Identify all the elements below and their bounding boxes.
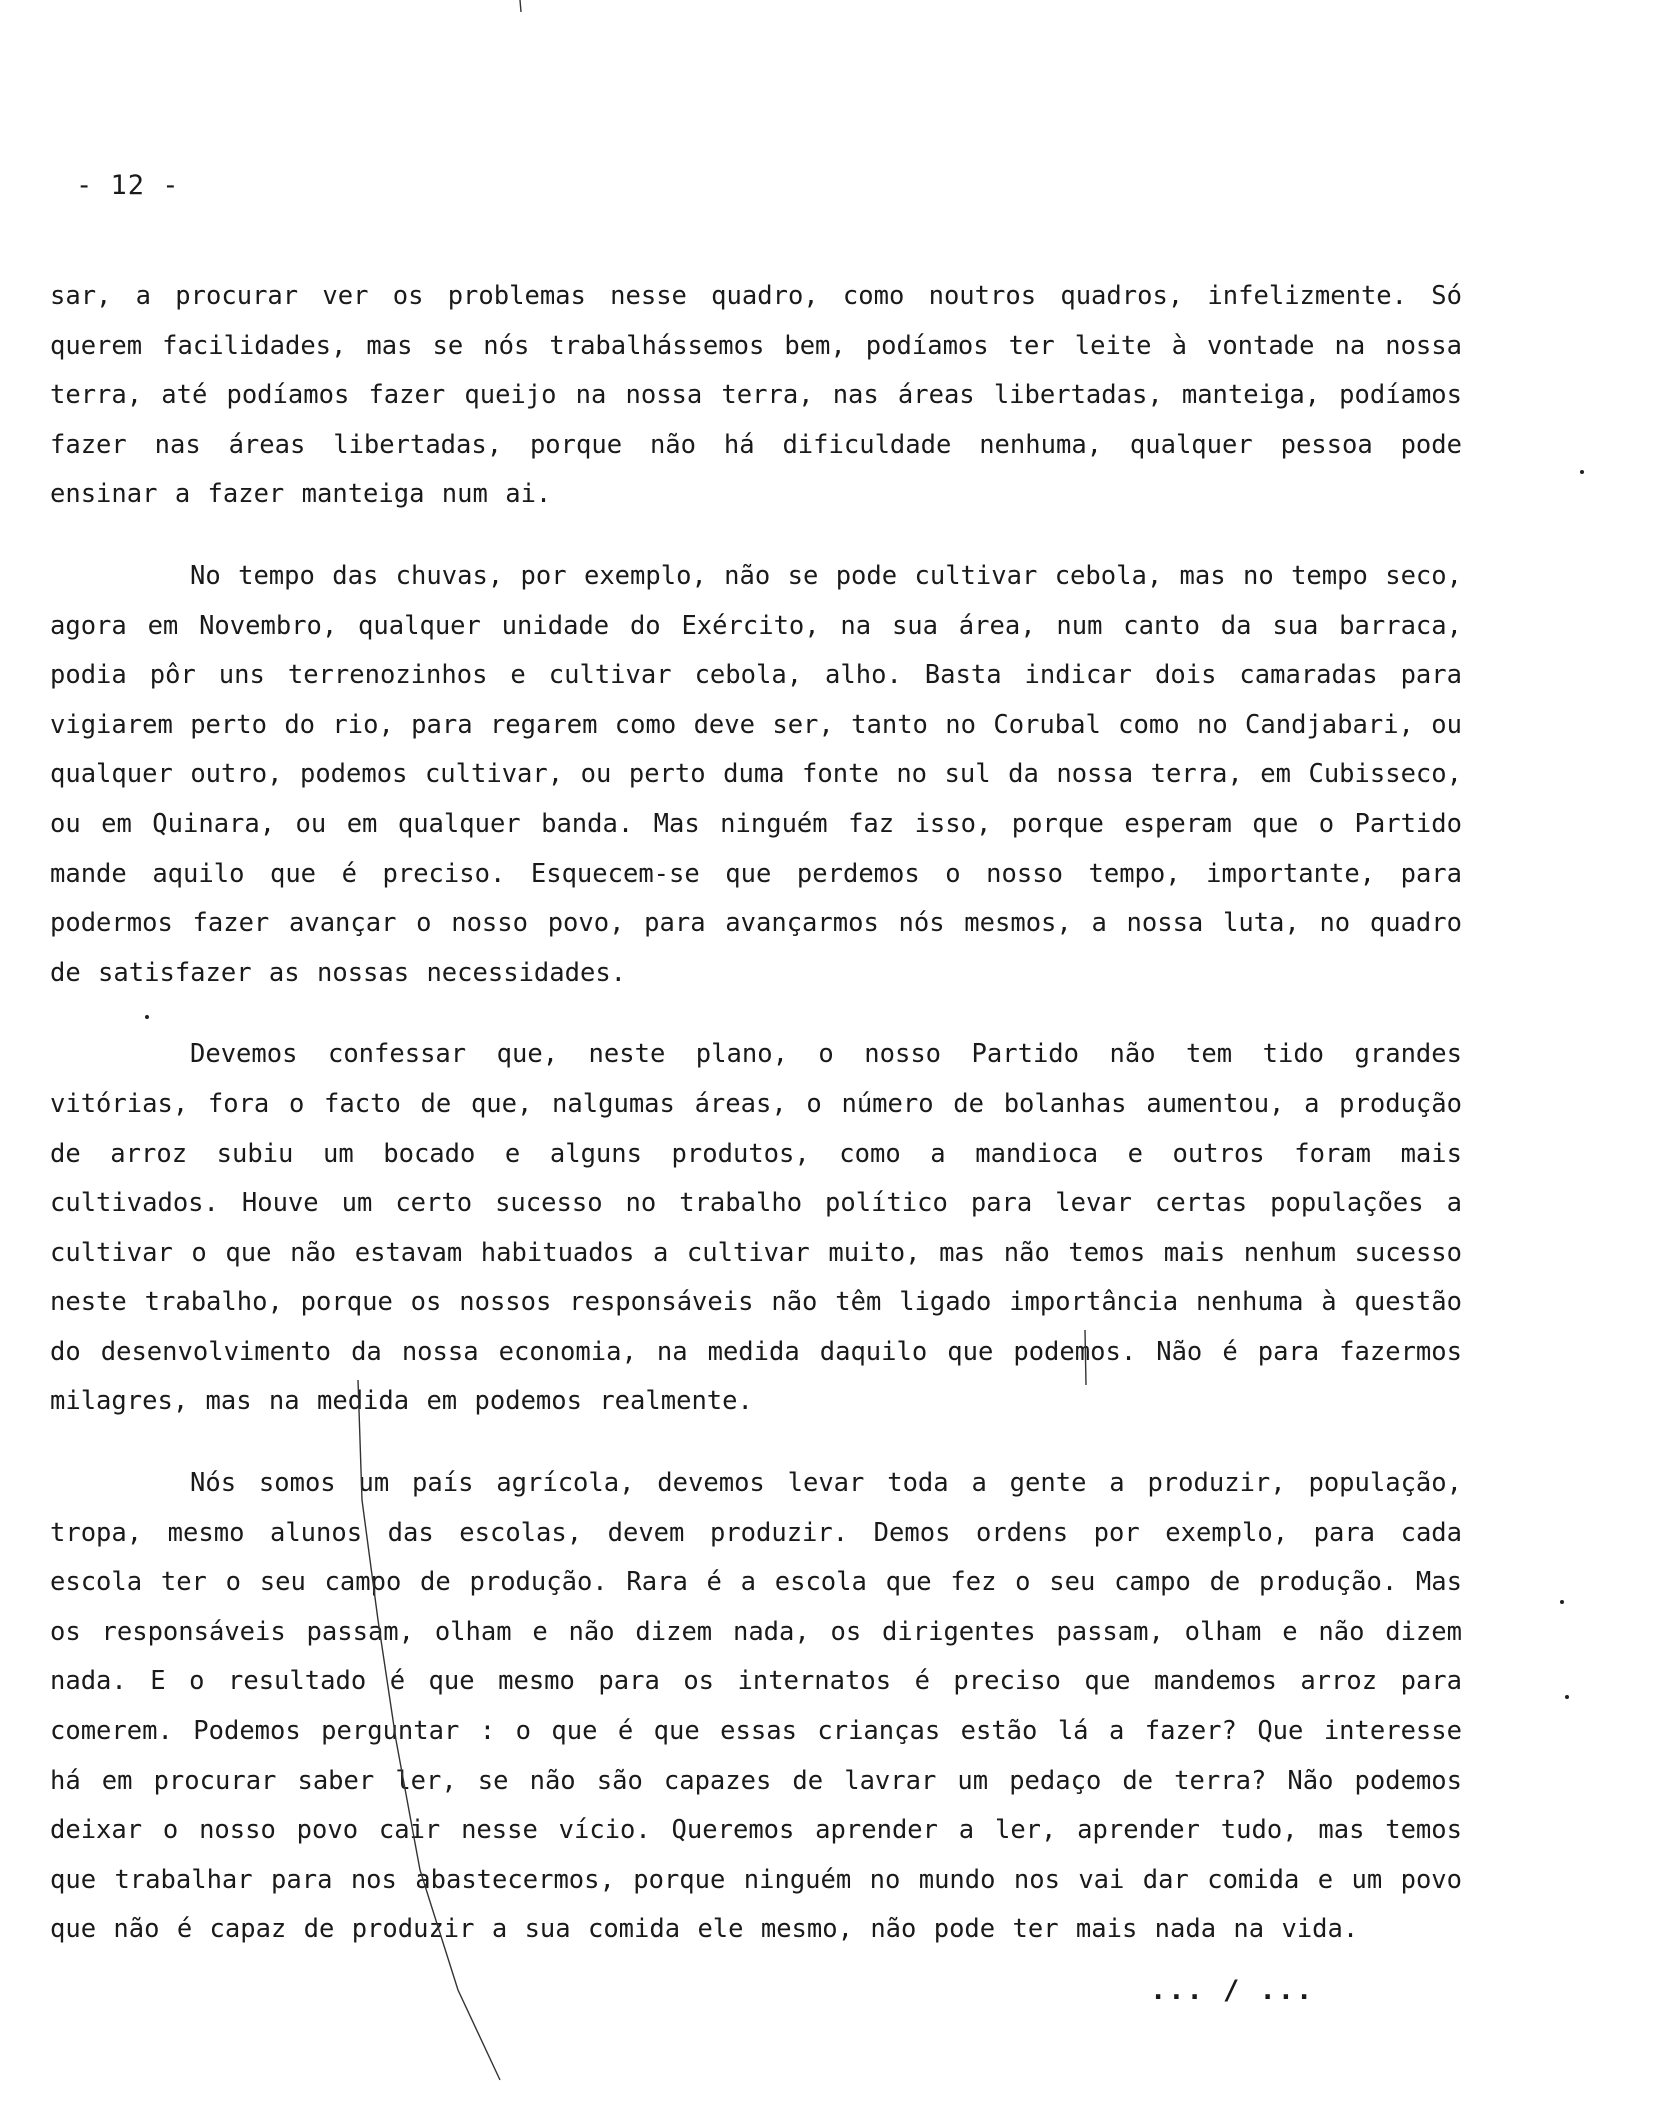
paragraph-4: Nós somos um país agrícola, devemos levar toda a gente a produzir, população, tropa, mesmo alunos das escolas, devem produzir. Demos ordens por exemplo, para cada escola ter o seu campo de produção. Rara é a escola que fez o seu campo de produção. Mas os responsáveis passam, olham e não dizem nada, os dirigentes passam, olham e não dizem nada. E o resultado é que mesmo para os internatos é preciso que mandemos arroz para comerem. Podemos perguntar : o que é que essas crianças estão lá a fazer? Que interesse há em procurar saber ler, se não são capazes de lavrar um pedaço de terra? Não podemos deixar o nosso povo cair nesse vício. Queremos aprender a ler, aprender tudo, mas temos que trabalhar para nos abastecermos, porque ninguém no mundo nos vai dar comida e um povo que não é capaz de produzir a sua comida ele mesmo, não pode ter mais nada na vida. [50, 1468, 1462, 1945]
paragraph-1: sar, a procurar ver os problemas nesse quadro, como noutros quadros, infelizmente. Só querem facilidades, mas se nós trabalhássemos bem, podíamos ter leite à vontade na nossa terra, até podíamos fazer queijo na nossa terra, nas áreas libertadas, manteiga, podíamos fazer nas áreas libertadas, porque não há dificuldade nenhuma, qualquer pessoa pode ensinar a fazer manteiga num ai. [50, 281, 1462, 510]
page-number: - 12 - [76, 170, 180, 201]
continuation-marker: ... / ... [1150, 1975, 1315, 2006]
paper-speck [1565, 1695, 1569, 1699]
body-text [50, 272, 1462, 1955]
paper-speck [1560, 1600, 1564, 1604]
paper-speck [145, 1015, 149, 1019]
paper-speck [1580, 470, 1584, 474]
paragraph-3: Devemos confessar que, neste plano, o nosso Partido não tem tido grandes vitórias, fora o facto de que, nalgumas áreas, o número de bolanhas aumentou, a produção de arroz subiu um bocado e alguns produtos, como a mandioca e outros foram mais cultivados. Houve um certo sucesso no trabalho político para levar certas populações a cultivar o que não estavam habituados a cultivar muito, mas não temos mais nenhum sucesso neste trabalho, porque os nossos responsáveis não têm ligado importância nenhuma à questão do desenvolvimento da nossa economia, na medida daquilo que podemos. Não é para fazermos milagres, mas na medida em podemos realmente. [50, 1039, 1462, 1417]
paragraph-2: No tempo das chuvas, por exemplo, não se pode cultivar cebola, mas no tempo seco, agora em Novembro, qualquer unidade do Exército, na sua área, num canto da sua barraca, podia pôr uns terrenozinhos e cultivar cebola, alho. Basta indicar dois camaradas para vigiarem perto do rio, para regarem como deve ser, tanto no Corubal como no Candjabari, ou qualquer outro, podemos cultivar, ou perto duma fonte no sul da nossa terra, em Cubisseco, ou em Quinara, ou em qualquer banda. Mas ninguém faz isso, porque esperam que o Partido mande aquilo que é preciso. Esquecem-se que perdemos o nosso tempo, importante, para podermos fazer avançar o nosso povo, para avançarmos nós mesmos, a nossa luta, no quadro de satisfazer as nossas necessidades. [50, 560, 1462, 988]
